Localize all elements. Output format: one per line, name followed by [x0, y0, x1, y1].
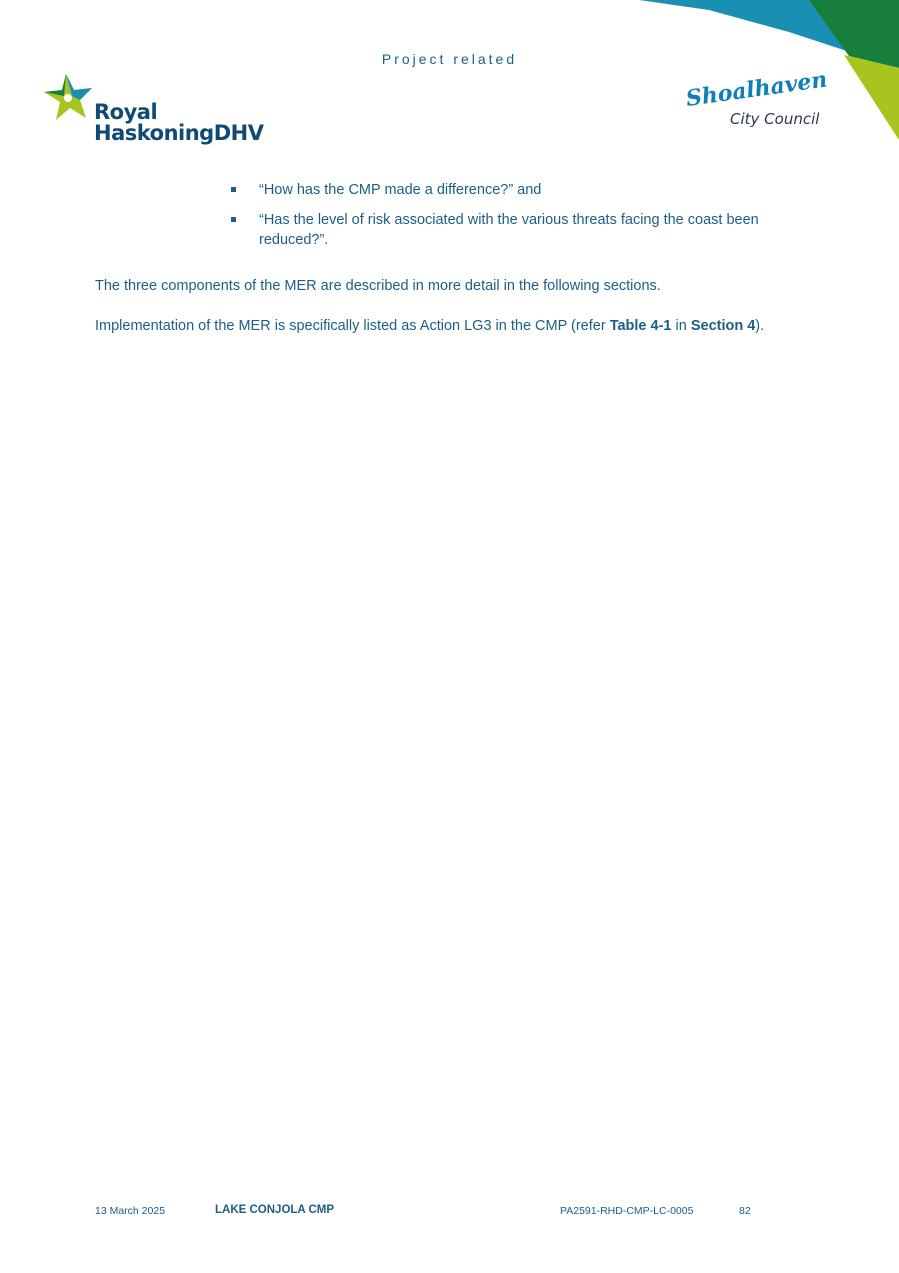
- royal-haskoningdhv-logo: [42, 70, 264, 146]
- bullet-square-icon: [231, 217, 236, 222]
- shoalhaven-council-logo: [684, 66, 829, 136]
- footer-page-number: 82: [739, 1205, 751, 1217]
- logo-text-shoalhaven: Shoalhaven: [684, 66, 829, 112]
- logo-text-royal: Royal: [94, 100, 158, 124]
- bullet-list: [231, 180, 791, 260]
- footer-date: 13 March 2025: [95, 1205, 166, 1217]
- page-footer: [0, 1205, 899, 1221]
- bullet-text: “Has the level of risk associated with the various threats facing the coast been reduced?”.: [259, 212, 759, 248]
- bullet-square-icon: [231, 187, 236, 192]
- logo-text-haskoningdhv: HaskoningDHV: [94, 121, 264, 145]
- table-reference-link[interactable]: Table 4-1: [609, 318, 672, 334]
- paragraph-implementation: [95, 316, 815, 336]
- paragraph-text: in: [671, 318, 691, 334]
- logo-text-city-council: City Council: [730, 110, 820, 128]
- classification-label: Project related: [381, 51, 518, 67]
- paragraph-text: Implementation of the MER is specifically listed as Action LG3 in the CMP (refer: [95, 318, 610, 334]
- footer-document-number: PA2591-RHD-CMP-LC-0005: [560, 1205, 694, 1217]
- corner-lime-stripe: [844, 55, 899, 140]
- list-item: [231, 210, 791, 250]
- section-reference-link[interactable]: Section 4: [690, 318, 756, 334]
- bullet-text: “How has the CMP made a difference?” and: [259, 182, 542, 198]
- footer-project-name: LAKE CONJOLA CMP: [215, 1204, 335, 1216]
- paragraph-components: The three components of the MER are described in more detail in the following sections.: [95, 278, 661, 294]
- list-item: [231, 180, 791, 200]
- paragraph-text: ).: [755, 318, 765, 334]
